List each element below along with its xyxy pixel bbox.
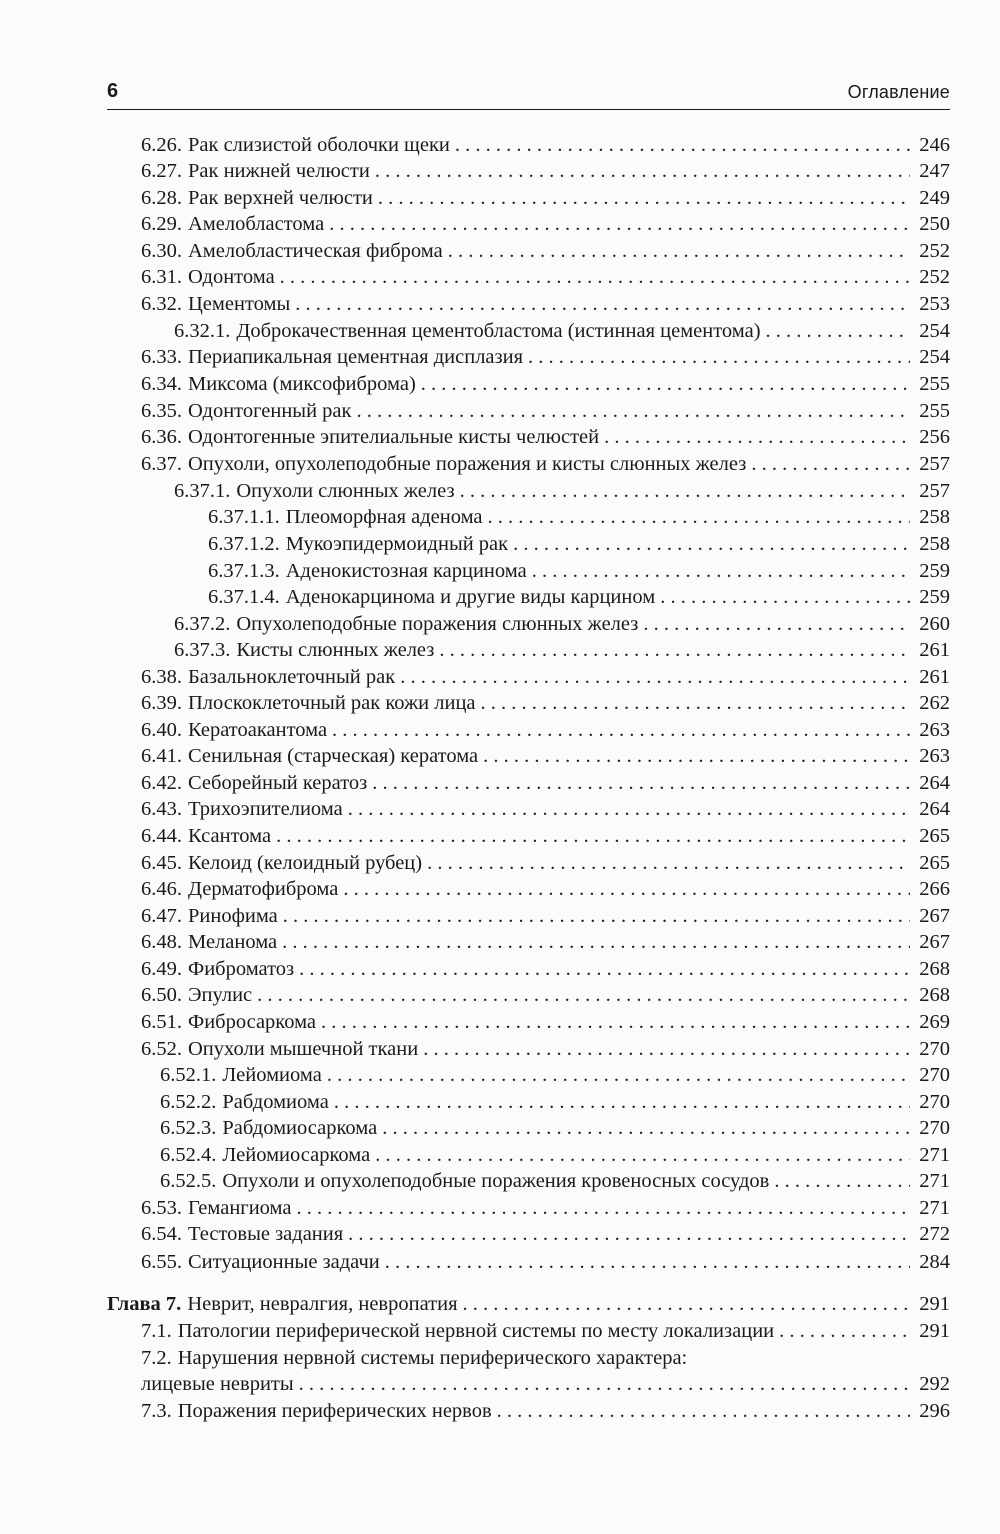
dot-leader	[423, 1038, 910, 1061]
toc-entry-number: 6.47.	[141, 905, 182, 927]
toc-entry-number: 6.36.	[141, 426, 182, 448]
toc-entry-title: Амелобластическая фиброма	[188, 240, 443, 262]
toc-entry-page: 263	[919, 745, 950, 767]
toc-entry-number: 6.30.	[141, 240, 182, 262]
toc-entry-number: 6.27.	[141, 160, 182, 182]
dot-leader	[751, 453, 910, 476]
toc-entry-number: 6.33.	[141, 346, 182, 368]
dot-leader	[296, 1197, 910, 1220]
toc-entry-title: Ксантома	[188, 825, 272, 847]
toc-entry	[141, 134, 950, 160]
toc-entry-number: 6.42.	[141, 772, 182, 794]
toc-entry	[141, 346, 950, 372]
dot-leader	[483, 745, 910, 768]
toc-entry-title: Трихоэпителиома	[188, 798, 343, 820]
toc-entry-number: 6.41.	[141, 745, 182, 767]
dot-leader	[660, 586, 910, 609]
toc-entry-page: 262	[919, 692, 950, 714]
toc-entry-number: 6.45.	[141, 852, 182, 874]
toc-entry-number: 6.31.	[141, 266, 182, 288]
toc-entry	[141, 1038, 950, 1064]
toc-entry	[141, 772, 950, 798]
toc-entry-number: 6.55.	[141, 1251, 182, 1273]
toc-entry-page: 252	[919, 266, 950, 288]
toc-entry	[141, 1347, 950, 1373]
toc-entry	[160, 1170, 950, 1196]
toc-entry-title: Эпулис	[188, 984, 253, 1006]
toc-entry	[141, 931, 950, 957]
dot-leader	[455, 134, 910, 157]
toc-entry-number: 6.54.	[141, 1223, 182, 1245]
toc-entry-number: 6.52.5.	[160, 1170, 217, 1192]
toc-entry-title: Нарушения нервной системы периферического характера:	[177, 1347, 688, 1369]
toc-entry	[141, 1400, 950, 1426]
dot-leader	[421, 373, 910, 396]
toc-entry-page: 257	[919, 453, 950, 475]
toc-entry-number: 6.52.4.	[160, 1144, 217, 1166]
toc-entry-page: 246	[919, 134, 950, 156]
page-number: 6	[107, 80, 119, 102]
toc-entry-title: Ситуационные задачи	[188, 1251, 380, 1273]
toc-entry-number: 6.37.1.4.	[208, 586, 280, 608]
toc-entry-page: 261	[919, 639, 950, 661]
toc-entry-page: 271	[919, 1144, 950, 1166]
toc-entry-page: 271	[919, 1170, 950, 1192]
toc-entry	[141, 719, 950, 745]
dot-leader	[460, 480, 910, 503]
toc-entry	[141, 798, 950, 824]
toc-entry	[174, 320, 950, 346]
toc-entry-title: Рабдомиосаркома	[222, 1117, 378, 1139]
toc-entry-page: 269	[919, 1011, 950, 1033]
toc-entry-page: 254	[919, 346, 950, 368]
toc-entry	[174, 639, 950, 665]
dot-leader	[513, 533, 910, 556]
toc-entry-title: Плеоморфная аденома	[285, 506, 483, 528]
toc-entry-title: Плоскоклеточный рак кожи лица	[188, 692, 476, 714]
toc-entry-title: Поражения периферических нервов	[177, 1400, 492, 1422]
dot-leader	[488, 506, 910, 529]
dot-leader	[321, 1011, 910, 1034]
toc-entry-title: Гемангиома	[188, 1197, 292, 1219]
toc-entry-title: Тестовые задания	[188, 1223, 344, 1245]
dot-leader	[448, 240, 910, 263]
toc-entry-title: Опухоли мышечной ткани	[188, 1038, 419, 1060]
toc-entry-page: 264	[919, 798, 950, 820]
toc-entry	[141, 905, 950, 931]
dot-leader	[774, 1170, 910, 1193]
dot-leader	[295, 293, 910, 316]
toc-entry-page: 263	[919, 719, 950, 741]
dot-leader	[463, 1293, 911, 1316]
toc-entry-page: 292	[919, 1373, 950, 1395]
dot-leader	[481, 692, 910, 715]
toc-entry-number: 6.37.1.3.	[208, 560, 280, 582]
toc-entry-title: Опухолеподобные поражения слюнных желез	[236, 613, 639, 635]
toc-entry-page: 258	[919, 533, 950, 555]
dot-leader	[280, 266, 910, 289]
toc-entry	[141, 666, 950, 692]
toc-entry	[141, 293, 950, 319]
toc-entry-page: 254	[919, 320, 950, 342]
toc-entry	[174, 613, 950, 639]
toc-entry-page: 259	[919, 560, 950, 582]
toc-entry-number: 6.44.	[141, 825, 182, 847]
toc-entry-title: Рак нижней челюсти	[188, 160, 370, 182]
header-title: Оглавление	[847, 82, 950, 102]
toc-entry	[141, 426, 950, 452]
toc-entry	[141, 1320, 950, 1346]
toc-entry	[160, 1091, 950, 1117]
dot-leader	[497, 1400, 910, 1423]
toc-entry-title: Цементомы	[188, 293, 291, 315]
toc-entry-page: 268	[919, 958, 950, 980]
toc-entry-page: 253	[919, 293, 950, 315]
toc-entry-title: Одонтогенный рак	[188, 400, 352, 422]
toc-entry	[141, 1251, 950, 1277]
toc-entry	[141, 373, 950, 399]
dot-leader	[528, 346, 910, 369]
dot-leader	[400, 666, 910, 689]
toc-entry-number: 6.37.1.	[174, 480, 231, 502]
toc-entry-title: Опухоли и опухолеподобные поражения кровеносных сосудов	[222, 1170, 770, 1192]
toc-entry-number: 6.43.	[141, 798, 182, 820]
toc-entry-number: 6.26.	[141, 134, 182, 156]
toc-entry-title: Опухоли, опухолеподобные поражения и кисты слюнных желез	[188, 453, 747, 475]
toc-entry-page: 247	[919, 160, 950, 182]
dot-leader	[283, 905, 910, 928]
toc-entry-title: Сенильная (старческая) кератома	[188, 745, 479, 767]
toc-entry-number: 7.3.	[141, 1400, 172, 1422]
toc-entry-number: 6.40.	[141, 719, 182, 741]
toc-entry	[141, 1197, 950, 1223]
dot-leader	[427, 852, 910, 875]
toc-entry-title: Рак слизистой оболочки щеки	[188, 134, 450, 156]
toc-entry-number: 6.32.	[141, 293, 182, 315]
toc-entry-number: 6.52.3.	[160, 1117, 217, 1139]
dot-leader	[779, 1320, 910, 1343]
toc-entry-page: 267	[919, 905, 950, 927]
toc-entry-title: Кисты слюнных желез	[236, 639, 435, 661]
toc-entry-page: 266	[919, 878, 950, 900]
toc-entry-page: 255	[919, 373, 950, 395]
toc-entry	[141, 984, 950, 1010]
dot-leader	[332, 719, 910, 742]
toc-entry	[141, 692, 950, 718]
dot-leader	[532, 560, 910, 583]
toc-entry-title: Лейомиосаркома	[222, 1144, 371, 1166]
toc-entry-number: 7.2.	[141, 1347, 172, 1369]
toc-entry	[107, 1293, 950, 1319]
toc-entry	[141, 1373, 950, 1399]
dot-leader	[329, 213, 910, 236]
toc-entry-title: Одонтогенные эпителиальные кисты челюстей	[188, 426, 600, 448]
toc-entry	[141, 187, 950, 213]
toc-entry-number: 6.28.	[141, 187, 182, 209]
toc-entry-number: 6.37.1.1.	[208, 506, 280, 528]
toc-entry-page: 267	[919, 931, 950, 953]
toc-entry-title: Миксома (миксофиброма)	[188, 373, 416, 395]
toc-entry-page: 270	[919, 1091, 950, 1113]
toc-entry-title: Себорейный кератоз	[188, 772, 368, 794]
toc-entry-page: 257	[919, 480, 950, 502]
dot-leader	[378, 187, 910, 210]
toc-entry	[141, 958, 950, 984]
toc-entry-number: 6.52.1.	[160, 1064, 217, 1086]
toc-entry	[208, 506, 950, 532]
toc-entry-page: 264	[919, 772, 950, 794]
toc-entry	[141, 852, 950, 878]
toc-entry-page: 259	[919, 586, 950, 608]
toc-entry-page: 272	[919, 1223, 950, 1245]
toc-entry-title: Рак верхней челюсти	[188, 187, 373, 209]
toc-entry	[174, 480, 950, 506]
dot-leader	[299, 1373, 910, 1396]
toc-entry-page: 256	[919, 426, 950, 448]
toc-entry-page: 252	[919, 240, 950, 262]
toc-entry-page: 284	[919, 1251, 950, 1273]
toc-entry	[141, 160, 950, 186]
dot-leader	[348, 1223, 910, 1246]
toc-entry-title: Лейомиома	[222, 1064, 322, 1086]
toc-entry-page: 270	[919, 1038, 950, 1060]
dot-leader	[299, 958, 910, 981]
toc-entry-title: Фибросаркома	[188, 1011, 317, 1033]
dot-leader	[334, 1091, 910, 1114]
toc-entry-title: Патологии периферической нервной системы по месту локализации	[177, 1320, 775, 1342]
toc-entry-page: 265	[919, 825, 950, 847]
toc-entry	[141, 400, 950, 426]
toc-entry	[141, 1223, 950, 1249]
toc-entry	[160, 1117, 950, 1143]
toc-entry-page: 261	[919, 666, 950, 688]
toc-entry-number: 6.50.	[141, 984, 182, 1006]
toc-entry-number: 6.35.	[141, 400, 182, 422]
dot-leader	[356, 400, 910, 423]
dot-leader	[282, 931, 910, 954]
toc-entry	[141, 825, 950, 851]
toc-entry-page: 255	[919, 400, 950, 422]
toc-entry-title: Одонтома	[188, 266, 275, 288]
toc-entry-number: 6.51.	[141, 1011, 182, 1033]
dot-leader	[348, 798, 910, 821]
toc-entry-page: 296	[919, 1400, 950, 1422]
dot-leader	[327, 1064, 910, 1087]
toc-entry-number: 6.52.2.	[160, 1091, 217, 1113]
toc-entry-title: Фиброматоз	[188, 958, 295, 980]
toc-entry-number: 6.49.	[141, 958, 182, 980]
dot-leader	[343, 878, 910, 901]
toc-entry-title: Опухоли слюнных желез	[236, 480, 455, 502]
toc-entry-page: 271	[919, 1197, 950, 1219]
toc-entry-number: 7.1.	[141, 1320, 172, 1342]
dot-leader	[257, 984, 910, 1007]
dot-leader	[375, 1144, 910, 1167]
toc-entry-title: лицевые невриты	[141, 1373, 294, 1395]
dot-leader	[385, 1251, 910, 1274]
dot-leader	[375, 160, 910, 183]
toc-entry-number: 6.34.	[141, 373, 182, 395]
dot-leader	[372, 772, 910, 795]
toc-entry	[141, 453, 950, 479]
running-header	[107, 80, 950, 110]
toc-entry-number: 6.39.	[141, 692, 182, 714]
toc-entry-number: 6.37.1.2.	[208, 533, 280, 555]
toc-entry-page: 268	[919, 984, 950, 1006]
toc-entry-title: Неврит, невралгия, невропатия	[187, 1293, 458, 1315]
toc-entry-number: 6.38.	[141, 666, 182, 688]
toc-entry-number: 6.29.	[141, 213, 182, 235]
toc-entry-page: 265	[919, 852, 950, 874]
toc-entry-number: 6.32.1.	[174, 320, 231, 342]
toc-entry	[141, 1011, 950, 1037]
toc-entry	[160, 1144, 950, 1170]
toc-entry-number: 6.37.2.	[174, 613, 231, 635]
toc-entry	[141, 240, 950, 266]
toc-entry-page: 249	[919, 187, 950, 209]
toc-entry-title: Меланома	[188, 931, 278, 953]
toc-entry-title: Базальноклеточный рак	[188, 666, 396, 688]
toc-entry-page: 250	[919, 213, 950, 235]
toc-entry-title: Амелобластома	[188, 213, 325, 235]
toc-entry-title: Келоид (келоидный рубец)	[188, 852, 423, 874]
toc-entry-title: Доброкачественная цементобластома (истинная цементома)	[236, 320, 761, 342]
toc-entry-page: 291	[919, 1293, 950, 1315]
toc-entry-title: Кератоакантома	[188, 719, 328, 741]
toc-entry	[141, 745, 950, 771]
toc-entry-number: 6.37.	[141, 453, 182, 475]
toc-entry-title: Мукоэпидермоидный рак	[285, 533, 509, 555]
toc-entry-number: 6.52.	[141, 1038, 182, 1060]
toc-entry-title: Дерматофиброма	[188, 878, 339, 900]
dot-leader	[276, 825, 910, 848]
toc-entry-page: 291	[919, 1320, 950, 1342]
toc-entry-page: 270	[919, 1117, 950, 1139]
toc-entry-number: 6.48.	[141, 931, 182, 953]
toc-entry-title: Рабдомиома	[222, 1091, 329, 1113]
toc-entry-page: 270	[919, 1064, 950, 1086]
toc-entry-number: 6.53.	[141, 1197, 182, 1219]
toc-entry-page: 260	[919, 613, 950, 635]
toc-entry	[208, 560, 950, 586]
toc-entry-title: Аденокистозная карцинома	[285, 560, 527, 582]
toc-entry-number: 6.46.	[141, 878, 182, 900]
dot-leader	[766, 320, 910, 343]
toc-entry-title: Аденокарцинома и другие виды карцином	[285, 586, 656, 608]
dot-leader	[604, 426, 910, 449]
toc-entry	[141, 213, 950, 239]
toc-entry-number: 6.37.3.	[174, 639, 231, 661]
toc-entry	[141, 878, 950, 904]
toc-entry	[208, 533, 950, 559]
toc-entry-title: Периапикальная цементная дисплазия	[188, 346, 524, 368]
toc-entry-page: 258	[919, 506, 950, 528]
toc-entry	[141, 266, 950, 292]
toc-entry-number: Глава 7.	[107, 1293, 182, 1315]
toc-entry	[160, 1064, 950, 1090]
dot-leader	[382, 1117, 910, 1140]
dot-leader	[643, 613, 910, 636]
toc-entry	[208, 586, 950, 612]
dot-leader	[439, 639, 910, 662]
header-rule	[107, 109, 950, 110]
toc-entry-title: Ринофима	[188, 905, 278, 927]
